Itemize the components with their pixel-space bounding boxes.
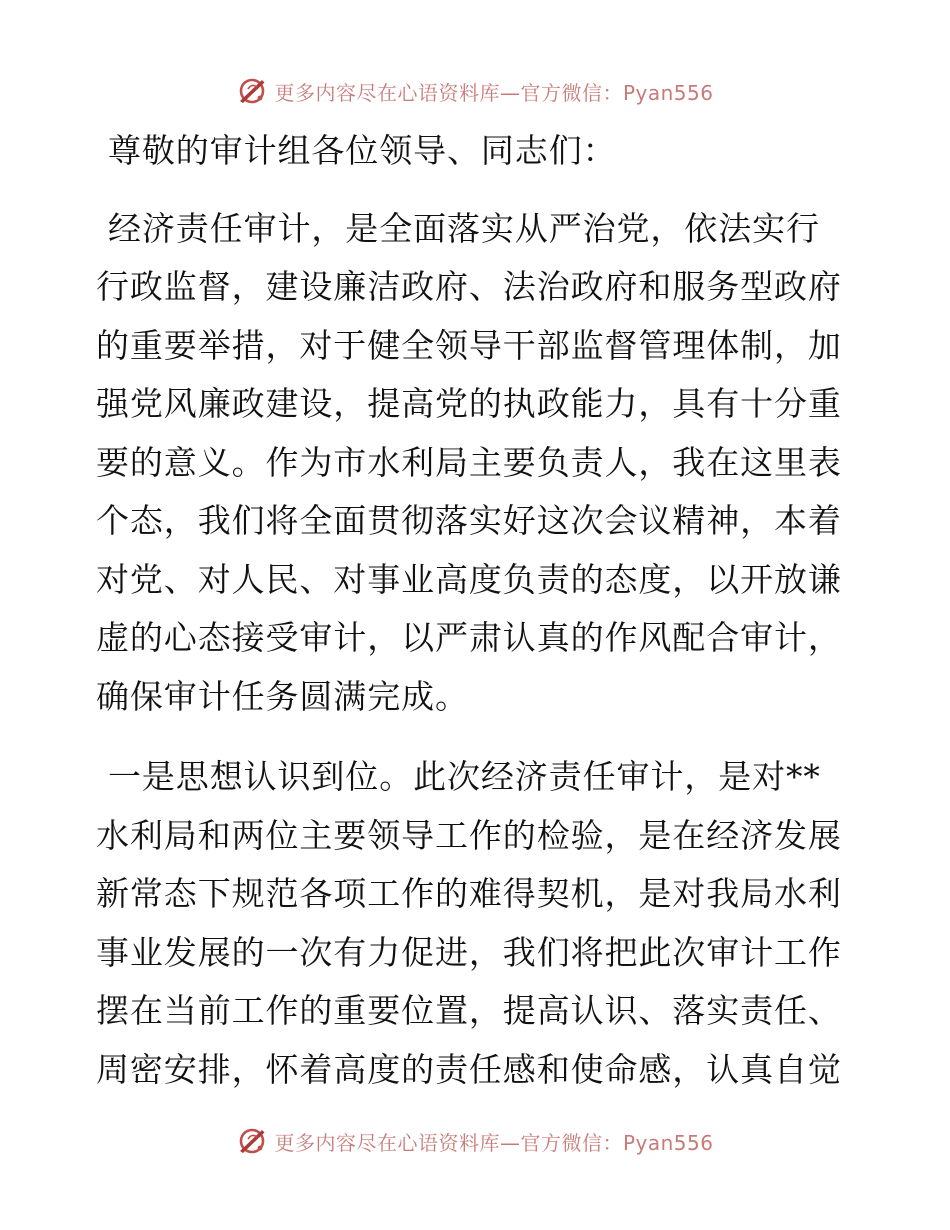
document-body bbox=[96, 122, 852, 1099]
salutation: 尊敬的审计组各位领导、同志们： bbox=[108, 131, 617, 170]
paragraph: 一是思想认识到位。此次经济责任审计，是对**水利局和两位主要领导工作的检验，是在经济发展新常态下规范各项工作的难得契机，是对我局水利事业发展的一次有力促进，我们将把此次审计工作摆在当前工作的重要位置，提高认识、落实责任、周密安排，怀着高度的责任感和使命感，认真自觉 bbox=[96, 757, 842, 1089]
paragraph: 经济责任审计，是全面落实从严治党，依法实行行政监督，建设廉洁政府、法治政府和服务型政府的重要举措，对于健全领导干部监督管理体制，加强党风廉政建设，提高党的执政能力，具有十分重要的意义。作为市水利局主要负责人，我在这里表个态，我们将全面贯彻落实好这次会议精神，本着对党、对人民、对事业高度负责的态度，以开放谦虚的心态接受审计，以严肃认真的作风配合审计，确保审计任务圆满完成。 bbox=[96, 208, 842, 716]
header-watermark bbox=[0, 71, 950, 111]
watermark-text: 更多内容尽在心语资料库—官方微信：Pyan556 bbox=[274, 80, 714, 105]
footer-watermark bbox=[0, 1121, 950, 1161]
logo-icon bbox=[236, 1125, 268, 1157]
watermark-text: 更多内容尽在心语资料库—官方微信：Pyan556 bbox=[274, 1130, 714, 1155]
logo-icon bbox=[236, 75, 268, 107]
